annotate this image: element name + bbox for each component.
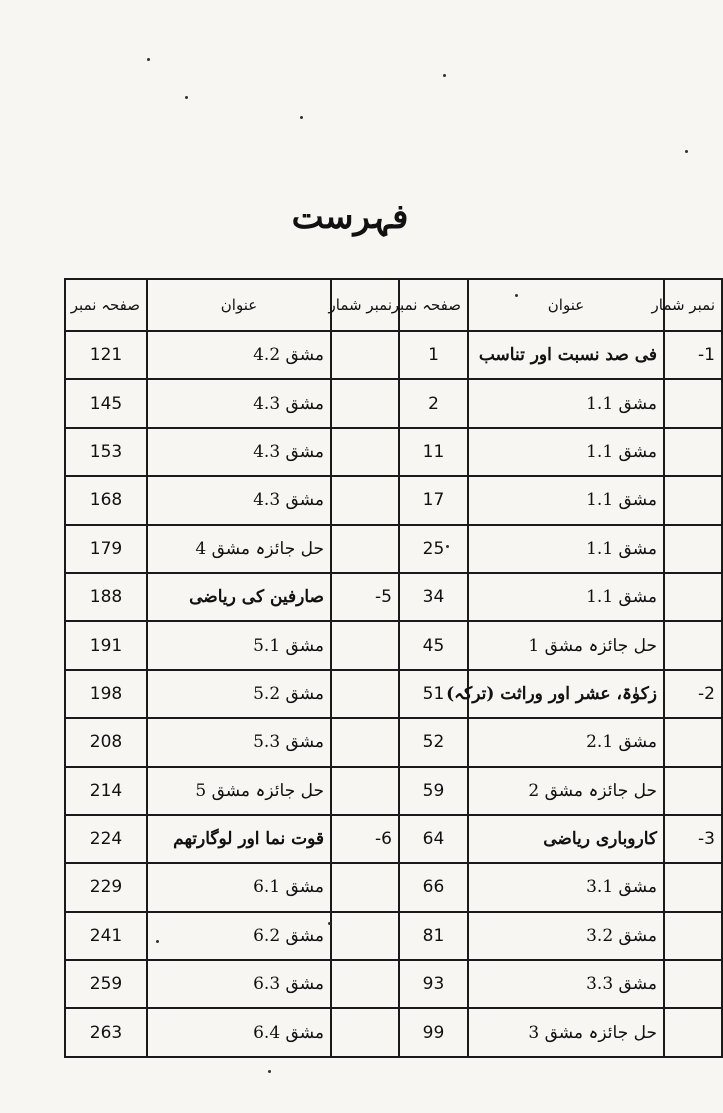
table-row <box>65 379 722 427</box>
left-page-number: 241 <box>65 912 147 960</box>
left-serial-number <box>331 428 399 476</box>
right-topic: کاروباری ریاضی <box>468 815 664 863</box>
right-topic: مشق 3.2 <box>468 912 664 960</box>
left-serial-number: -5 <box>331 573 399 621</box>
right-serial-number: -2 <box>664 670 722 718</box>
left-serial-number: -6 <box>331 815 399 863</box>
table-body <box>65 331 722 1057</box>
left-topic: مشق 6.4 <box>147 1008 331 1056</box>
table-row <box>65 670 722 718</box>
right-serial-number <box>664 960 722 1008</box>
right-topic: مشق 1.1 <box>468 573 664 621</box>
left-topic: مشق 5.2 <box>147 670 331 718</box>
table-row <box>65 476 722 524</box>
left-topic: حل جائزہ مشق 4 <box>147 525 331 573</box>
table-row <box>65 912 722 960</box>
left-topic: مشق 4.3 <box>147 476 331 524</box>
right-serial-number <box>664 863 722 911</box>
left-serial-number <box>331 670 399 718</box>
left-serial-number <box>331 331 399 379</box>
left-serial-number <box>331 718 399 766</box>
left-page-number: 263 <box>65 1008 147 1056</box>
left-topic: حل جائزہ مشق 5 <box>147 767 331 815</box>
page-title: فہرست <box>291 197 409 237</box>
right-topic: مشق 1.1 <box>468 476 664 524</box>
right-page-number: 2 <box>399 379 468 427</box>
right-topic: حل جائزہ مشق 2 <box>468 767 664 815</box>
left-page-number: 168 <box>65 476 147 524</box>
left-topic: مشق 5.1 <box>147 621 331 669</box>
right-topic: مشق 1.1 <box>468 428 664 476</box>
left-serial-number <box>331 1008 399 1056</box>
table-row <box>65 863 722 911</box>
left-topic: مشق 6.2 <box>147 912 331 960</box>
header-serial-right: نمبر شمار <box>664 279 722 331</box>
left-page-number: 188 <box>65 573 147 621</box>
header-serial-left: نمبر شمار <box>331 279 399 331</box>
right-serial-number <box>664 621 722 669</box>
table-row <box>65 525 722 573</box>
left-page-number: 259 <box>65 960 147 1008</box>
table-row <box>65 331 722 379</box>
left-serial-number <box>331 767 399 815</box>
table-row <box>65 815 722 863</box>
right-page-number: 93 <box>399 960 468 1008</box>
left-serial-number <box>331 960 399 1008</box>
right-topic: مشق 2.1 <box>468 718 664 766</box>
right-serial-number: -1 <box>664 331 722 379</box>
left-serial-number <box>331 621 399 669</box>
right-page-number: 64 <box>399 815 468 863</box>
right-topic: حل جائزہ مشق 3 <box>468 1008 664 1056</box>
right-serial-number <box>664 428 722 476</box>
right-topic: زکوٰۃ، عشر اور وراثت (ترکہ) <box>468 670 664 718</box>
left-topic: مشق 4.3 <box>147 379 331 427</box>
right-serial-number <box>664 379 722 427</box>
right-serial-number <box>664 476 722 524</box>
left-serial-number <box>331 863 399 911</box>
table-header-row <box>65 279 722 331</box>
right-page-number: 81 <box>399 912 468 960</box>
right-page-number: 1 <box>399 331 468 379</box>
right-page-number: 59 <box>399 767 468 815</box>
right-page-number: 52 <box>399 718 468 766</box>
right-page-number: 99 <box>399 1008 468 1056</box>
right-topic: فی صد نسبت اور تناسب <box>468 331 664 379</box>
left-page-number: 121 <box>65 331 147 379</box>
right-page-number: 45 <box>399 621 468 669</box>
right-serial-number <box>664 525 722 573</box>
header-topic-right: عنوان <box>468 279 664 331</box>
left-page-number: 153 <box>65 428 147 476</box>
table-row <box>65 573 722 621</box>
right-page-number: 17 <box>399 476 468 524</box>
left-topic: مشق 5.3 <box>147 718 331 766</box>
left-page-number: 214 <box>65 767 147 815</box>
left-topic: مشق 4.2 <box>147 331 331 379</box>
table-row <box>65 621 722 669</box>
header-page-number-left: صفحہ نمبر <box>65 279 147 331</box>
header-topic-left: عنوان <box>147 279 331 331</box>
left-page-number: 208 <box>65 718 147 766</box>
table-row <box>65 428 722 476</box>
right-page-number: 25 <box>399 525 468 573</box>
table-row <box>65 767 722 815</box>
left-topic: قوت نما اور لوگارتھم <box>147 815 331 863</box>
table-row <box>65 1008 722 1056</box>
left-topic: مشق 6.1 <box>147 863 331 911</box>
left-page-number: 179 <box>65 525 147 573</box>
left-page-number: 198 <box>65 670 147 718</box>
right-serial-number <box>664 1008 722 1056</box>
header-page-number-right: صفحہ نمبر <box>399 279 468 331</box>
left-page-number: 145 <box>65 379 147 427</box>
left-page-number: 191 <box>65 621 147 669</box>
right-topic: مشق 1.1 <box>468 379 664 427</box>
right-serial-number <box>664 912 722 960</box>
left-page-number: 224 <box>65 815 147 863</box>
left-serial-number <box>331 379 399 427</box>
left-serial-number <box>331 912 399 960</box>
left-topic: مشق 4.3 <box>147 428 331 476</box>
left-serial-number <box>331 476 399 524</box>
right-topic: مشق 1.1 <box>468 525 664 573</box>
table-row <box>65 960 722 1008</box>
right-page-number: 51 <box>399 670 468 718</box>
left-topic: صارفین کی ریاضی <box>147 573 331 621</box>
right-topic: حل جائزہ مشق 1 <box>468 621 664 669</box>
right-serial-number: -3 <box>664 815 722 863</box>
left-page-number: 229 <box>65 863 147 911</box>
table-row <box>65 718 722 766</box>
right-serial-number <box>664 767 722 815</box>
table-of-contents <box>64 278 723 1058</box>
left-topic: مشق 6.3 <box>147 960 331 1008</box>
left-serial-number <box>331 525 399 573</box>
right-page-number: 66 <box>399 863 468 911</box>
right-topic: مشق 3.1 <box>468 863 664 911</box>
right-serial-number <box>664 573 722 621</box>
right-topic: مشق 3.3 <box>468 960 664 1008</box>
right-serial-number <box>664 718 722 766</box>
right-page-number: 34 <box>399 573 468 621</box>
right-page-number: 11 <box>399 428 468 476</box>
